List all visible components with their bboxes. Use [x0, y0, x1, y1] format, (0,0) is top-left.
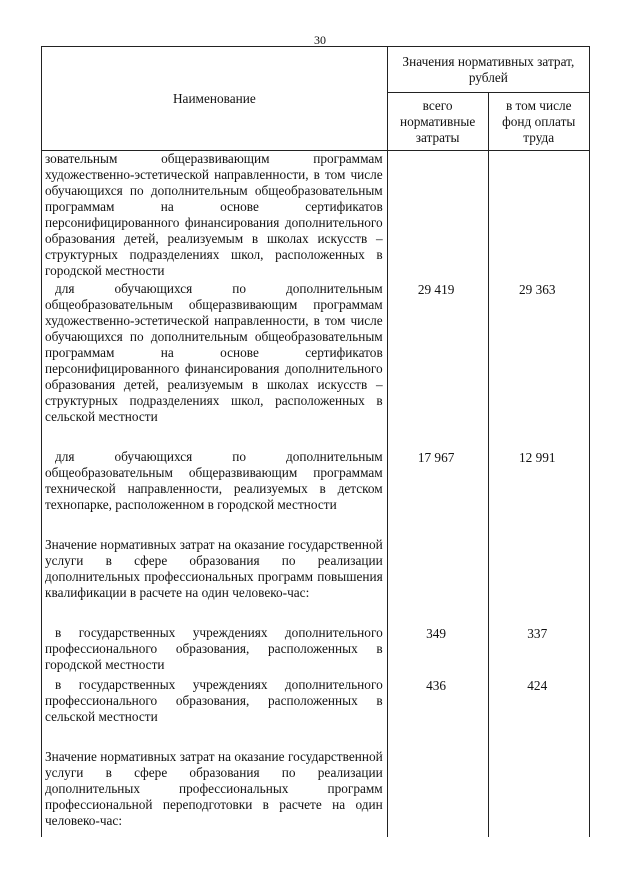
- page-number: 30: [314, 33, 326, 47]
- header-name: Наименование: [42, 47, 388, 151]
- table-row: [42, 625, 590, 677]
- row-wage: 12 991: [488, 449, 590, 537]
- row-wage: 424: [488, 677, 590, 749]
- row-total: [387, 749, 488, 837]
- norms-table: [41, 46, 590, 837]
- row-total: 349: [387, 625, 488, 677]
- row-description: Значение нормативных затрат на оказание государственной услуги в сфере образования по реализации дополнительных профессиональных программ профессиональной переподготовки в расчете на один человеко-час:: [42, 749, 388, 837]
- row-total: 436: [387, 677, 488, 749]
- row-description: для обучающихся по дополнительным общеобразовательным общеразвивающим программам художественно-эстетической направленности, в том числе обучающихся по дополнительным общеобразовательным программам на основе сертификатов персонифицированного финансирования дополнительного образования детей, реализуемым в школах искусств – структурных подразделениях школ, расположенных в сельской местности: [42, 281, 388, 449]
- header-wage: в том числе фонд оплаты труда: [488, 93, 590, 151]
- row-total: 29 419: [387, 281, 488, 449]
- row-total: [387, 151, 488, 282]
- header-total: всего нормативные затраты: [387, 93, 488, 151]
- row-total: 17 967: [387, 449, 488, 537]
- table-row: [42, 151, 590, 282]
- row-description: в государственных учреждениях дополнительного профессионального образования, расположенных в городской местности: [42, 625, 388, 677]
- row-wage: [488, 537, 590, 625]
- table-row: [42, 281, 590, 449]
- row-wage: 29 363: [488, 281, 590, 449]
- row-description: для обучающихся по дополнительным общеобразовательным общеразвивающим программам технической направленности, реализуемых в детском технопарке, расположенном в городской местности: [42, 449, 388, 537]
- table-row: [42, 449, 590, 537]
- row-description: в государственных учреждениях дополнительного профессионального образования, расположенных в сельской местности: [42, 677, 388, 749]
- row-wage: [488, 749, 590, 837]
- table-row: [42, 677, 590, 749]
- row-description: зовательным общеразвивающим программам художественно-эстетической направленности, в том числе обучающихся по дополнительным общеобразовательным программам на основе сертификатов персонифицированного финансирования дополнительного образования детей, реализуемым в школах искусств – структурных подразделениях школ, расположенных в городской местности: [42, 151, 388, 282]
- table-row: [42, 749, 590, 837]
- row-wage: 337: [488, 625, 590, 677]
- table-row: [42, 537, 590, 625]
- row-description: Значение нормативных затрат на оказание государственной услуги в сфере образования по реализации дополнительных профессиональных программ повышения квалификации в расчете на один человеко-час:: [42, 537, 388, 625]
- row-wage: [488, 151, 590, 282]
- header-values-group: Значения нормативных затрат, рублей: [387, 47, 589, 93]
- row-total: [387, 537, 488, 625]
